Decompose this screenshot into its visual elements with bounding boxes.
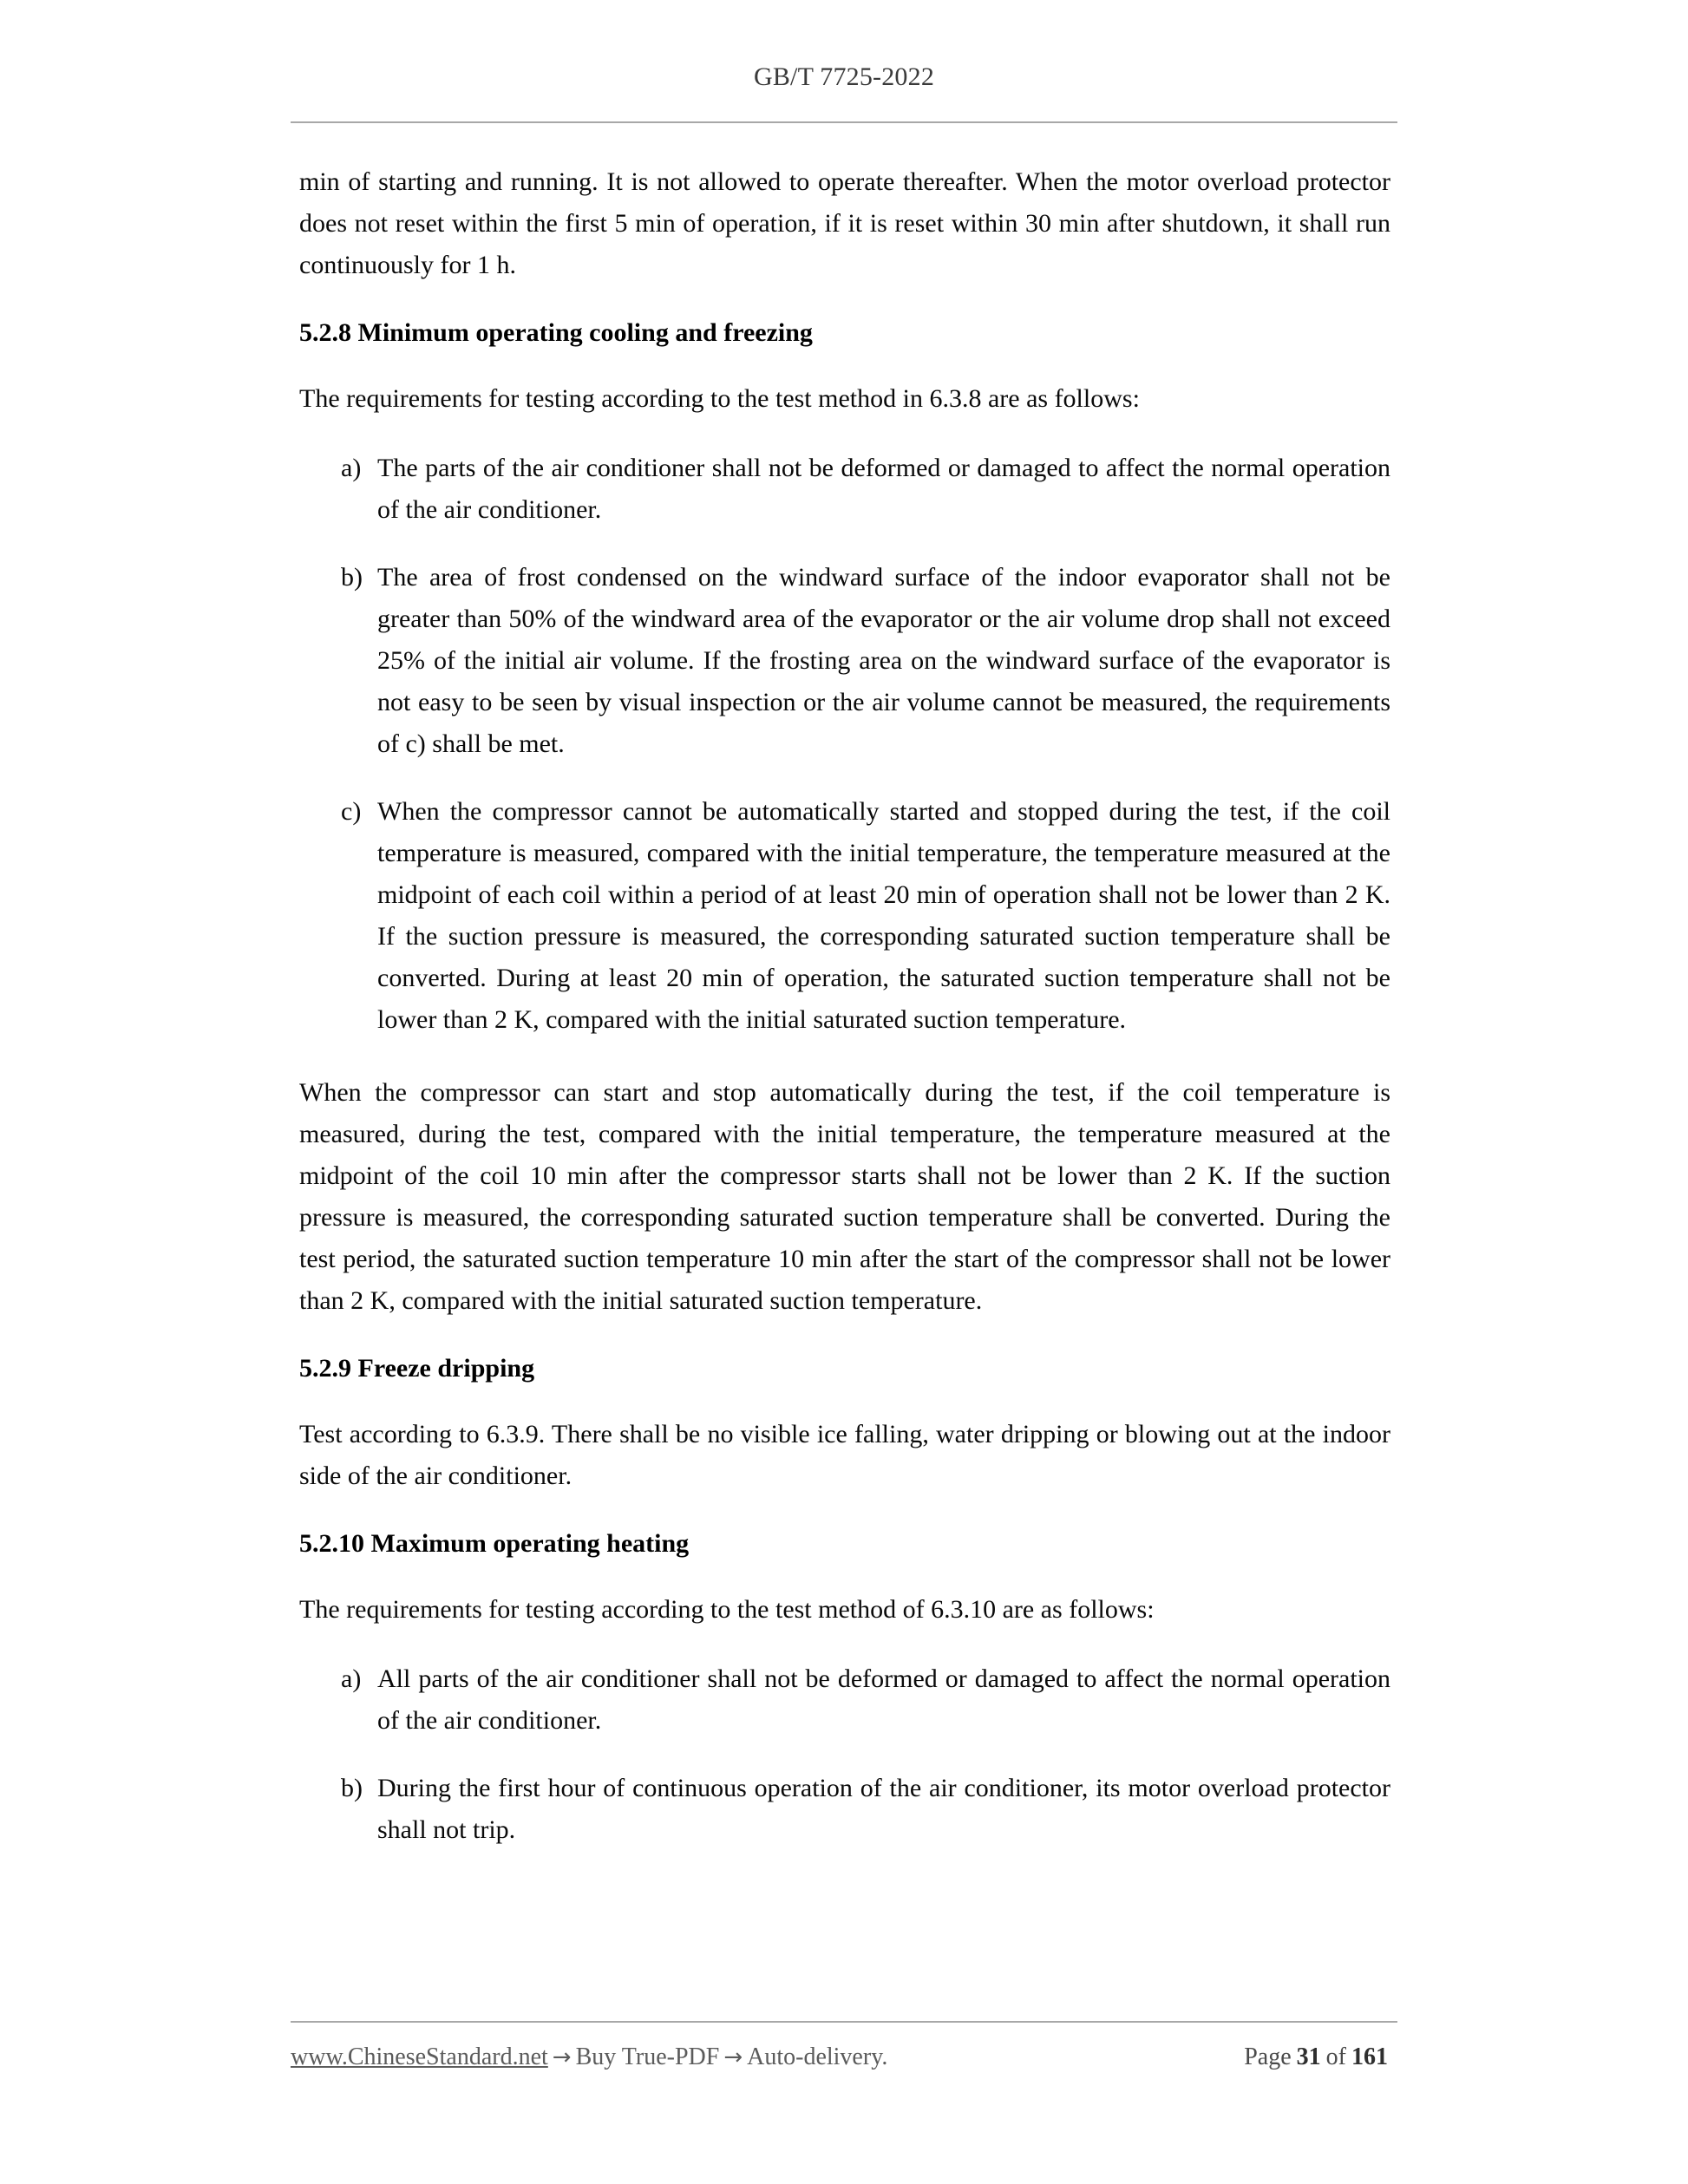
section-5-2-8-lead: The requirements for testing according to the test method in 6.3.8 are as follows: <box>299 384 1140 413</box>
page-label: Page <box>1244 2043 1292 2070</box>
section-heading-5-2-8: 5.2.8 Minimum operating cooling and freezing <box>299 318 813 347</box>
section-heading-5-2-10: 5.2.10 Maximum operating heating <box>299 1529 690 1558</box>
section-5-2-8-closing-paragraph: When the compressor can start and stop automatically during the test, if the coil temperature is measured, during the test, compared with the initial temperature, the temperature measured at the midpoint of the coil 10 min after the compressor starts shall not be lower than 2 K. If the suction pressure is measured, the corresponding saturated suction temperature shall be converted. During the test period, the saturated suction temperature 10 min after the start of the compressor shall not be lower than 2 K, compared with the initial saturated suction temperature. <box>299 1078 1390 1315</box>
chinesestandard-link[interactable]: www.ChineseStandard.net <box>291 2043 548 2070</box>
list-marker: a) <box>341 1664 362 1693</box>
list-marker: b) <box>341 1774 363 1802</box>
list-item <box>341 791 1390 1041</box>
section-5-2-10-list <box>299 1658 1390 1851</box>
document-body <box>299 161 1390 1860</box>
header-divider <box>291 121 1397 123</box>
section-5-2-10-lead: The requirements for testing according to the test method of 6.3.10 are as follows: <box>299 1595 1155 1624</box>
total-page-count: 161 <box>1351 2043 1388 2070</box>
of-label: of <box>1325 2043 1346 2070</box>
list-marker: b) <box>341 563 363 592</box>
standard-code: GB/T 7725-2022 <box>753 62 935 91</box>
list-marker: a) <box>341 454 362 482</box>
footer-promo-buy: Buy True-PDF <box>575 2043 720 2070</box>
spacer <box>299 1049 1390 1072</box>
section-heading-5-2-9: 5.2.9 Freeze dripping <box>299 1354 535 1383</box>
page-header <box>291 62 1397 91</box>
list-item-text: All parts of the air conditioner shall not be deformed or damaged to affect the normal operation of the air conditioner. <box>377 1664 1390 1735</box>
section-5-2-9-paragraph: Test according to 6.3.9. There shall be no visible ice falling, water dripping or blowing out at the indoor side of the air conditioner. <box>299 1420 1390 1490</box>
list-item <box>341 1768 1390 1851</box>
footer-promo <box>291 2040 887 2075</box>
section-5-2-8-list <box>299 448 1390 1041</box>
intro-paragraph: min of starting and running. It is not allowed to operate thereafter. When the motor overload protector does not reset within the first 5 min of operation, if it is reset within 30 min after shutdown, it shall run continuously for 1 h. <box>299 167 1390 279</box>
list-item-text: The parts of the air conditioner shall not be deformed or damaged to affect the normal operation of the air conditioner. <box>377 454 1390 524</box>
arrow-right-icon: → <box>552 2044 572 2070</box>
list-item <box>341 557 1390 765</box>
page-number-indicator <box>1241 2040 1397 2075</box>
list-item-text: The area of frost condensed on the windward surface of the indoor evaporator shall not be greater than 50% of the windward area of the evaporator or the air volume drop shall not exceed 25% of the initial air volume. If the frosting area on the windward surface of the evaporator is not easy to be seen by visual inspection or the air volume cannot be measured, the requirements of c) shall be met. <box>377 563 1390 758</box>
current-page-number: 31 <box>1296 2043 1321 2070</box>
list-item <box>341 1658 1390 1742</box>
arrow-right-icon: → <box>723 2044 743 2070</box>
footer-promo-delivery: Auto-delivery. <box>747 2043 888 2070</box>
list-item <box>341 448 1390 531</box>
page-footer <box>291 2040 1397 2075</box>
footer-divider <box>291 2021 1397 2023</box>
list-item-text: When the compressor cannot be automatically started and stopped during the test, if the coil temperature is measured, compared with the initial temperature, the temperature measured at the midpoint of each coil within a period of at least 20 min of operation shall not be lower than 2 K. If the suction pressure is measured, the corresponding saturated suction temperature shall be converted. During at least 20 min of operation, the saturated suction temperature shall not be lower than 2 K, compared with the initial saturated suction temperature. <box>377 797 1390 1034</box>
list-marker: c) <box>341 797 362 826</box>
list-item-text: During the first hour of continuous operation of the air conditioner, its motor overload protector shall not trip. <box>377 1774 1390 1844</box>
